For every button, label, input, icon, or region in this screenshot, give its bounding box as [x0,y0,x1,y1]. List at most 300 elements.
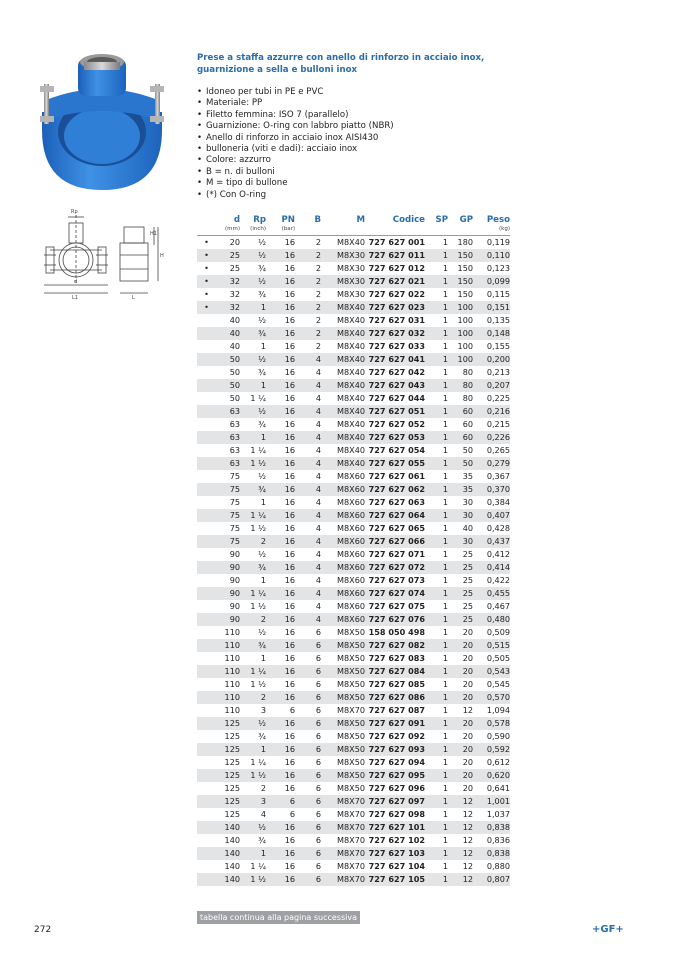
cell-b: 6 [295,691,321,704]
cell-peso: 0,641 [486,783,510,793]
cell-sp: 1 [442,653,448,663]
cell-marker [197,496,216,509]
table-row [197,691,510,704]
cell-m: M8X40 [337,419,365,429]
cell-gp: 50 [448,457,473,470]
cell-marker [197,548,216,561]
cell-codice: 727 627 091 [365,717,425,730]
cell-m: M8X70 [337,835,365,845]
cell-codice: 727 627 084 [365,665,425,678]
cell-codice: 727 627 096 [368,783,425,793]
cell-marker [197,483,216,496]
cell-peso: 0,515 [473,639,510,652]
cell-m: M8X40 [321,379,365,392]
cell-peso: 0,279 [473,457,510,470]
cell-codice: 727 627 054 [368,445,425,455]
cell-d: 125 [216,795,240,808]
cell-codice: 727 627 001 [368,237,425,247]
feature-item: • Guarnizione: O-ring con labbro piatto (NBR) [197,121,394,132]
cell-codice: 727 627 033 [368,341,425,351]
cell-marker [197,444,216,457]
cell-m: M8X40 [337,393,365,403]
cell-m: M8X40 [337,341,365,351]
cell-sp: 1 [442,861,448,871]
cell-rp: 1 ¼ [250,393,266,403]
cell-gp: 100 [457,315,473,325]
cell-gp: 60 [448,405,473,418]
cell-pn: 16 [284,289,295,299]
cell-b: 6 [315,757,321,767]
table-row [197,340,510,353]
cell-d: 90 [216,561,240,574]
cell-peso: 0,213 [486,367,510,377]
cell-d: 140 [224,861,240,871]
cell-pn: 16 [284,315,295,325]
table-row [197,301,510,314]
cell-b: 4 [295,457,321,470]
cell-rp: 1 [260,575,266,585]
table-row [197,769,510,782]
cell-peso: 0,207 [473,379,510,392]
cell-gp: 30 [448,509,473,522]
cell-sp: 1 [425,431,448,444]
table-row [197,600,510,613]
table-row [197,314,510,327]
cell-d: 75 [229,471,240,481]
cell-rp: 1 [260,497,266,507]
cell-peso: 0,119 [486,237,510,247]
table-row [197,496,510,509]
cell-gp: 20 [448,769,473,782]
cell-m: M8X60 [337,601,365,611]
feature-item: • Materiale: PP [197,98,394,109]
cell-sp: 1 [425,483,448,496]
cell-marker: • [197,249,216,262]
cell-peso: 0,807 [473,873,510,886]
cell-codice: 158 050 498 [368,627,425,637]
cell-marker [197,522,216,535]
cell-pn: 16 [266,405,295,418]
table-row [197,821,510,834]
cell-codice: 727 627 031 [368,315,425,325]
cell-m: M8X40 [337,237,365,247]
cell-sp: 1 [442,731,448,741]
cell-rp: ½ [240,821,266,834]
page-number: 272 [34,925,52,935]
feature-item: • bulloneria (viti e dadi): acciaio inox [197,144,394,155]
cell-d: 20 [229,237,240,247]
cell-b: 6 [295,873,321,886]
cell-rp: ½ [240,275,266,288]
table-row [197,847,510,860]
unit-label [321,226,365,236]
cell-gp: 100 [448,301,473,314]
heading-line: Prese a staffa azzurre con anello di rinforzo in acciaio inox, [197,53,485,63]
cell-codice: 727 627 087 [368,705,425,715]
cell-rp: ¾ [258,367,266,377]
cell-sp: 1 [442,445,448,455]
cell-sp: 1 [425,353,448,366]
continuation-note: tabella continua alla pagina successiva [197,911,360,924]
cell-sp: 1 [425,873,448,886]
cell-b: 6 [295,821,321,834]
cell-m: M8X70 [321,795,365,808]
table-row [197,327,510,340]
cell-pn: 16 [266,275,295,288]
cell-m: M8X60 [321,587,365,600]
cell-b: 4 [315,471,321,481]
cell-m: M8X40 [337,315,365,325]
cell-codice: 727 627 021 [365,275,425,288]
unit-label [448,226,473,236]
cell-peso: 0,545 [486,679,510,689]
cell-rp: 2 [260,783,266,793]
cell-marker: • [204,289,209,299]
cell-m: M8X50 [337,627,365,637]
table-row [197,626,510,639]
cell-m: M8X50 [337,653,365,663]
cell-m: M8X60 [337,575,365,585]
cell-codice: 727 627 032 [365,327,425,340]
cell-m: M8X60 [321,561,365,574]
cell-b: 6 [295,743,321,756]
cell-m: M8X50 [321,665,365,678]
cell-gp: 20 [462,731,473,741]
cell-sp: 1 [425,769,448,782]
cell-peso: 0,115 [486,289,510,299]
cell-marker [197,678,216,691]
cell-b: 4 [315,445,321,455]
table-row [197,457,510,470]
cell-marker [197,327,216,340]
cell-b: 2 [315,341,321,351]
cell-sp: 1 [442,575,448,585]
unit-label: (kg) [473,226,510,236]
cell-gp: 25 [448,561,473,574]
feature-item: • Filetto femmina: ISO 7 (parallelo) [197,110,394,121]
cell-m: M8X70 [321,873,365,886]
cell-marker [197,821,216,834]
cell-b: 6 [315,861,321,871]
cell-gp: 20 [462,653,473,663]
feature-item: • Colore: azzurro [197,155,394,166]
table-header-row [197,213,510,226]
cell-gp: 35 [448,483,473,496]
table-row [197,665,510,678]
cell-d: 75 [216,509,240,522]
cell-codice: 727 627 105 [365,873,425,886]
cell-d: 25 [229,263,240,273]
table-row [197,418,510,431]
cell-b: 6 [315,835,321,845]
cell-peso: 0,590 [486,731,510,741]
cell-pn: 16 [266,431,295,444]
cell-marker [197,704,216,717]
cell-marker [197,431,216,444]
cell-sp: 1 [425,509,448,522]
cell-marker: • [197,275,216,288]
cell-b: 6 [315,653,321,663]
cell-d: 40 [216,327,240,340]
cell-b: 6 [315,705,321,715]
cell-rp: 1 ½ [250,523,266,533]
cell-peso: 0,367 [486,471,510,481]
cell-codice: 727 627 101 [365,821,425,834]
cell-codice: 727 627 097 [365,795,425,808]
cell-marker [197,392,216,405]
cell-sp: 1 [425,301,448,314]
cell-marker [197,314,216,327]
cell-codice: 727 627 061 [368,471,425,481]
cell-pn: 16 [266,509,295,522]
cell-d: 110 [224,705,240,715]
cell-d: 140 [216,873,240,886]
cell-codice: 727 627 063 [368,497,425,507]
cell-m: M8X60 [337,471,365,481]
cell-codice: 727 627 065 [368,523,425,533]
cell-sp: 1 [442,419,448,429]
table-row [197,834,510,847]
cell-peso: 0,099 [473,275,510,288]
product-table [197,213,510,886]
cell-m: M8X40 [321,431,365,444]
cell-pn: 16 [284,549,295,559]
table-row [197,249,510,262]
table-row [197,483,510,496]
cell-d: 63 [229,445,240,455]
table-row [197,795,510,808]
cell-gp: 12 [448,847,473,860]
cell-gp: 12 [462,809,473,819]
cell-b: 6 [315,627,321,637]
cell-marker [197,405,216,418]
cell-b: 2 [295,249,321,262]
drawing-label-d: d [74,279,78,285]
cell-pn: 16 [284,419,295,429]
cell-d: 90 [229,575,240,585]
cell-peso: 0,422 [486,575,510,585]
cell-rp: ¾ [240,483,266,496]
cell-rp: 1 ¼ [240,509,266,522]
cell-peso: 0,200 [473,353,510,366]
cell-sp: 1 [442,393,448,403]
cell-b: 4 [295,431,321,444]
cell-pn: 16 [284,783,295,793]
cell-d: 125 [224,757,240,767]
cell-d: 110 [216,691,240,704]
column-header-sp: SP [435,214,448,225]
cell-pn: 16 [284,523,295,533]
cell-codice: 727 627 042 [368,367,425,377]
cell-d: 90 [229,549,240,559]
cell-m: M8X70 [321,821,365,834]
cell-rp: 1 [240,743,266,756]
cell-rp: ½ [240,405,266,418]
cell-pn: 16 [266,483,295,496]
unit-label [295,226,321,236]
cell-d: 75 [229,523,240,533]
cell-gp: 20 [462,783,473,793]
cell-m: M8X70 [321,847,365,860]
cell-rp: 1 ½ [250,601,266,611]
cell-d: 32 [216,301,240,314]
cell-b: 4 [315,419,321,429]
cell-marker [197,743,216,756]
table-row [197,353,510,366]
cell-gp: 12 [462,835,473,845]
cell-gp: 40 [462,523,473,533]
cell-pn: 16 [284,497,295,507]
cell-d: 50 [229,393,240,403]
cell-gp: 25 [462,601,473,611]
cell-rp: ¾ [240,639,266,652]
cell-rp: 1 [240,301,266,314]
cell-gp: 35 [462,471,473,481]
table-row [197,236,510,250]
cell-m: M8X60 [321,535,365,548]
cell-sp: 1 [442,601,448,611]
cell-marker [197,847,216,860]
table-row [197,652,510,665]
cell-m: M8X30 [337,289,365,299]
cell-m: M8X60 [321,483,365,496]
cell-rp: ½ [258,549,266,559]
feature-item: • Anello di rinforzo in acciaio inox AISI430 [197,133,394,144]
cell-gp: 30 [462,497,473,507]
cell-rp: ½ [240,353,266,366]
cell-b: 4 [295,561,321,574]
cell-d: 140 [216,847,240,860]
cell-marker [197,665,216,678]
cell-codice: 727 627 055 [365,457,425,470]
cell-codice: 727 627 095 [365,769,425,782]
cell-marker [197,860,216,873]
table-row [197,392,510,405]
cell-rp: 1 [260,341,266,351]
cell-sp: 1 [425,535,448,548]
cell-marker [197,730,216,743]
cell-sp: 1 [425,665,448,678]
cell-marker [197,561,216,574]
cell-sp: 1 [442,627,448,637]
cell-gp: 20 [462,679,473,689]
cell-rp: 1 ½ [250,679,266,689]
cell-pn: 16 [266,561,295,574]
cell-sp: 1 [425,587,448,600]
cell-pn: 16 [284,341,295,351]
cell-rp: 1 ½ [240,457,266,470]
cell-rp: 2 [240,535,266,548]
cell-b: 4 [295,587,321,600]
table-row [197,678,510,691]
cell-m: M8X60 [337,523,365,533]
cell-codice: 727 627 023 [365,301,425,314]
column-header-pn: PN [281,214,295,225]
cell-gp: 12 [448,873,473,886]
cell-rp: 1 [240,847,266,860]
table-row [197,405,510,418]
cell-d: 90 [229,601,240,611]
unit-label: (bar) [266,226,295,236]
feature-item: • Idoneo per tubi in PE e PVC [197,87,394,98]
cell-d: 110 [224,627,240,637]
cell-sp: 1 [425,561,448,574]
cell-pn: 16 [266,821,295,834]
cell-pn: 16 [266,769,295,782]
cell-rp: ¾ [240,561,266,574]
table-row [197,860,510,873]
column-header-m: M [356,214,365,225]
cell-rp: ½ [258,627,266,637]
cell-peso: 0,265 [486,445,510,455]
cell-rp: 4 [260,809,266,819]
cell-sp: 1 [425,249,448,262]
cell-d: 40 [229,341,240,351]
cell-gp: 12 [462,861,473,871]
cell-b: 2 [315,289,321,299]
cell-codice: 727 627 073 [368,575,425,585]
cell-b: 6 [315,679,321,689]
cell-d: 63 [216,457,240,470]
cell-codice: 727 627 104 [368,861,425,871]
cell-m: M8X60 [321,509,365,522]
cell-d: 32 [229,289,240,299]
cell-d: 110 [216,639,240,652]
cell-marker [197,340,216,353]
cell-peso: 0,612 [486,757,510,767]
cell-peso: 0,505 [486,653,510,663]
cell-d: 140 [216,821,240,834]
cell-gp: 150 [457,263,473,273]
cell-codice: 727 627 072 [365,561,425,574]
cell-peso: 0,135 [486,315,510,325]
cell-b: 4 [315,367,321,377]
brand-logo: +GF+ [592,924,624,935]
column-header-gp: GP [459,214,473,225]
cell-rp: 1 [260,653,266,663]
cell-pn: 16 [284,835,295,845]
table-row [197,730,510,743]
cell-peso: 1,001 [473,795,510,808]
cell-sp: 1 [442,679,448,689]
cell-codice: 727 627 051 [365,405,425,418]
cell-pn: 16 [284,445,295,455]
cell-pn: 16 [266,743,295,756]
cell-sp: 1 [442,705,448,715]
drawing-label-h1: H1 [150,231,157,237]
table-row [197,704,510,717]
cell-sp: 1 [425,379,448,392]
unit-label [425,226,448,236]
cell-gp: 80 [462,367,473,377]
cell-peso: 0,155 [486,341,510,351]
cell-gp: 150 [448,249,473,262]
cell-gp: 20 [462,627,473,637]
cell-pn: 16 [266,457,295,470]
cell-rp: ¾ [258,731,266,741]
cell-rp: 1 ½ [240,873,266,886]
cell-sp: 1 [442,757,448,767]
cell-peso: 0,414 [473,561,510,574]
cell-peso: 0,543 [473,665,510,678]
table-row [197,782,510,795]
cell-b: 6 [295,665,321,678]
cell-rp: 3 [260,705,266,715]
cell-rp: 3 [240,795,266,808]
cell-marker [197,613,216,626]
cell-marker [197,574,216,587]
cell-m: M8X50 [321,717,365,730]
